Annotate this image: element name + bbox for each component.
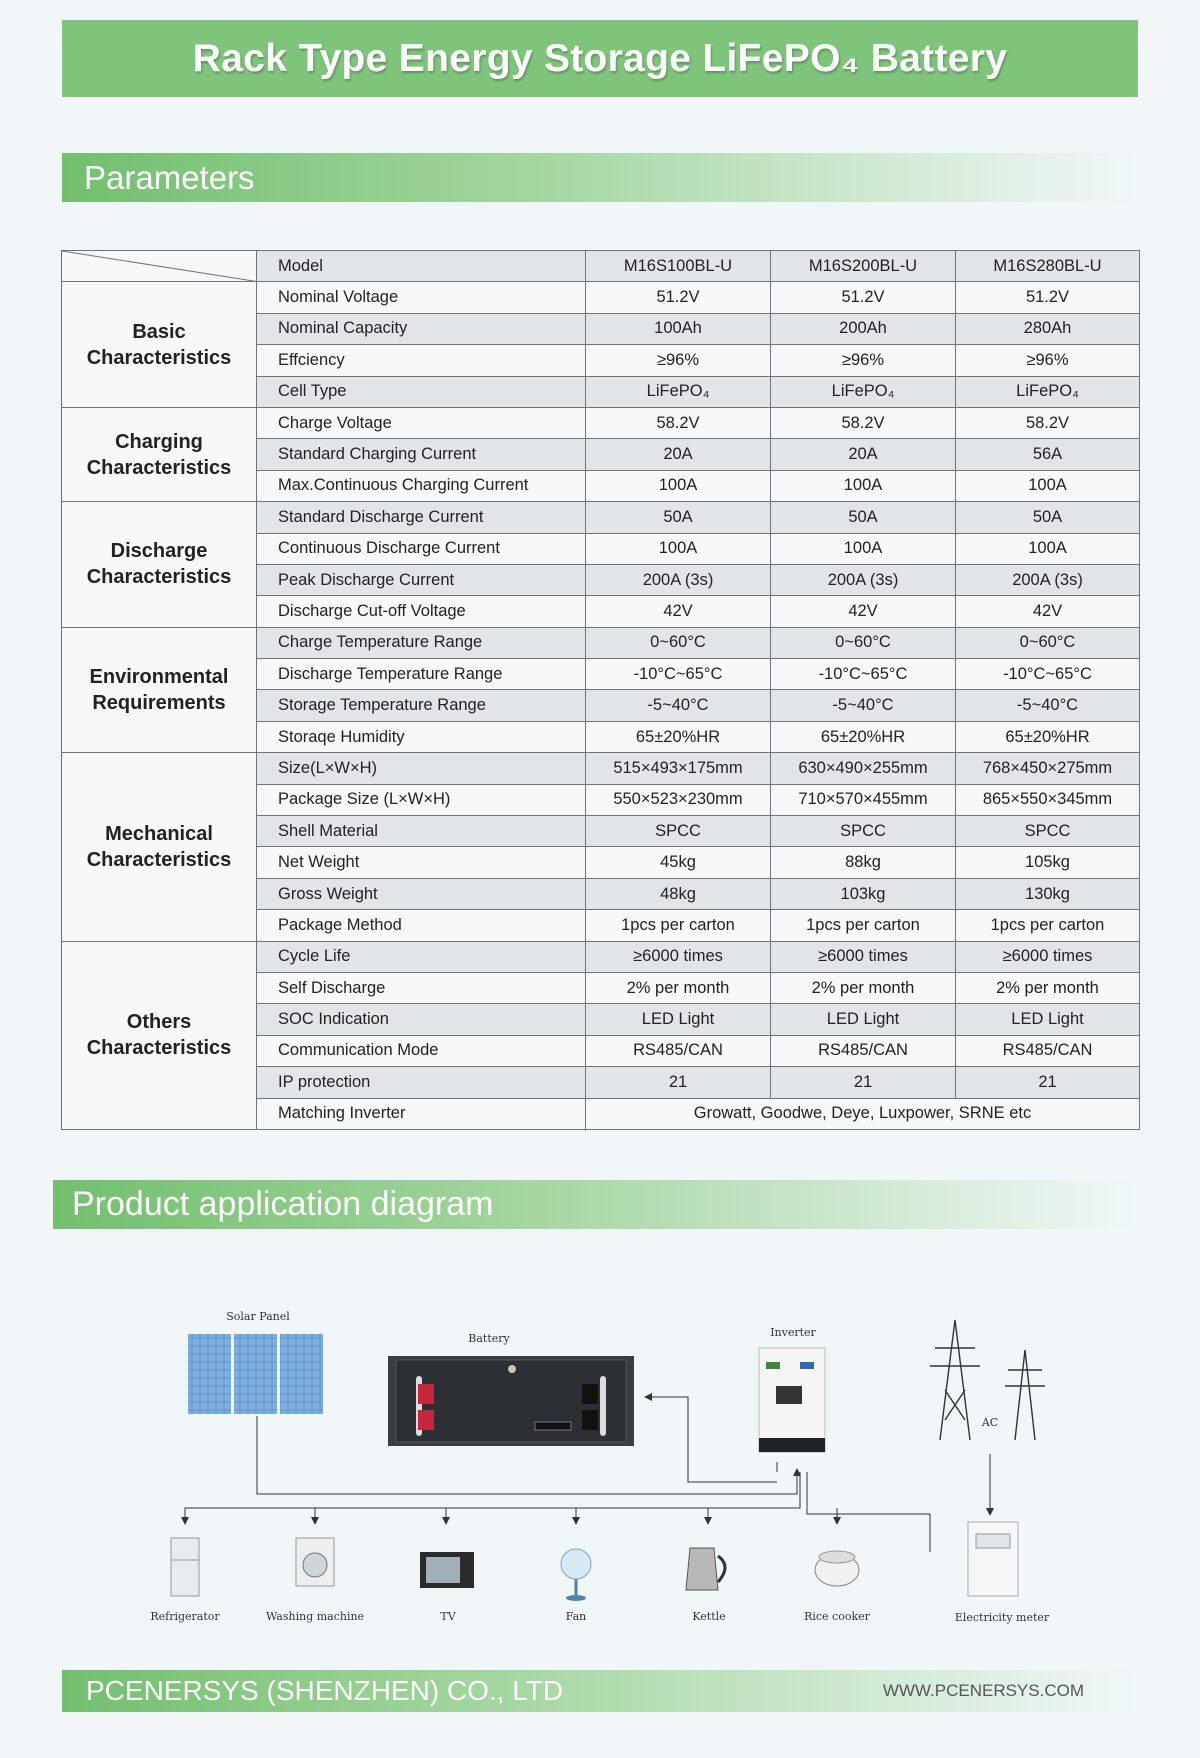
value-cell: 51.2V [586, 282, 771, 313]
value-cell: 100Ah [586, 313, 771, 344]
parameter-name: Nominal Voltage [257, 282, 586, 313]
value-cell: LiFePO₄ [956, 376, 1140, 407]
value-cell: 56A [956, 439, 1140, 470]
model-header-label: Model [257, 251, 586, 282]
parameter-name: Storage Temperature Range [257, 690, 586, 721]
value-cell: 0~60°C [956, 627, 1140, 658]
category-cell: Charging Characteristics [62, 407, 257, 501]
value-cell: 51.2V [771, 282, 956, 313]
value-cell: 100A [956, 470, 1140, 501]
value-cell: 21 [586, 1067, 771, 1098]
value-cell: 1pcs per carton [771, 910, 956, 941]
category-cell: Discharge Characteristics [62, 502, 257, 628]
value-cell: 2% per month [771, 972, 956, 1003]
value-cell: 100A [586, 470, 771, 501]
value-cell: 1pcs per carton [586, 910, 771, 941]
value-cell: ≥96% [586, 345, 771, 376]
table-header-row [62, 251, 1140, 282]
parameter-name: Package Method [257, 910, 586, 941]
parameter-name: Charge Temperature Range [257, 627, 586, 658]
parameter-name: Max.Continuous Charging Current [257, 470, 586, 501]
value-cell: 50A [956, 502, 1140, 533]
parameter-name: Gross Weight [257, 878, 586, 909]
value-cell: 100A [956, 533, 1140, 564]
value-cell: -5~40°C [771, 690, 956, 721]
parameter-name: Cell Type [257, 376, 586, 407]
value-cell: 42V [771, 596, 956, 627]
kettle-icon [686, 1548, 725, 1590]
value-cell: 50A [771, 502, 956, 533]
parameter-name: Discharge Cut-off Voltage [257, 596, 586, 627]
value-cell: 200A (3s) [956, 564, 1140, 595]
value-cell: 100A [771, 533, 956, 564]
parameter-name: Nominal Capacity [257, 313, 586, 344]
value-cell: 20A [586, 439, 771, 470]
application-diagram [0, 1290, 1200, 1650]
model-header-3: M16S280BL-U [956, 251, 1140, 282]
parameter-name: Standard Charging Current [257, 439, 586, 470]
value-cell: 768×450×275mm [956, 753, 1140, 784]
value-cell: SPCC [771, 816, 956, 847]
value-cell: 105kg [956, 847, 1140, 878]
table-row [62, 627, 1140, 658]
value-cell: 50A [586, 502, 771, 533]
value-cell: 21 [956, 1067, 1140, 1098]
parameter-name: Effciency [257, 345, 586, 376]
diagonal-line [62, 251, 256, 281]
category-cell: Environmental Requirements [62, 627, 257, 753]
value-cell: 130kg [956, 878, 1140, 909]
table-row [62, 502, 1140, 533]
value-cell: LiFePO₄ [771, 376, 956, 407]
value-cell: 710×570×455mm [771, 784, 956, 815]
fan-icon [561, 1549, 591, 1601]
value-cell: ≥6000 times [586, 941, 771, 972]
diagram-section-bar [53, 1180, 1138, 1229]
value-cell: 42V [586, 596, 771, 627]
spec-table [61, 250, 1140, 1130]
model-header-1: M16S100BL-U [586, 251, 771, 282]
tv-icon [420, 1552, 474, 1588]
parameter-name: Size(L×W×H) [257, 753, 586, 784]
appliance-label-rice-cooker: Rice cooker [804, 1610, 870, 1623]
washing-machine-icon [296, 1538, 334, 1586]
parameter-name: SOC Indication [257, 1004, 586, 1035]
diagram-heading: Product application diagram [72, 1185, 494, 1223]
value-cell: 65±20%HR [771, 721, 956, 752]
value-cell: ≥96% [771, 345, 956, 376]
value-cell: RS485/CAN [586, 1035, 771, 1066]
value-cell: 100A [771, 470, 956, 501]
appliance-label-washing-machine: Washing machine [265, 1610, 365, 1623]
parameters-section-bar [62, 153, 1138, 202]
category-cell: Others Characteristics [62, 941, 257, 1129]
inverter-label: Inverter [770, 1326, 816, 1339]
value-cell: 103kg [771, 878, 956, 909]
parameter-name: Storaqe Humidity [257, 721, 586, 752]
appliance-label-refrigerator: Refrigerator [150, 1610, 220, 1623]
value-cell: 2% per month [956, 972, 1140, 1003]
table-row [62, 282, 1140, 313]
value-cell: LED Light [586, 1004, 771, 1035]
value-cell: 88kg [771, 847, 956, 878]
value-cell: 1pcs per carton [956, 910, 1140, 941]
value-cell: 58.2V [956, 407, 1140, 438]
model-header-2: M16S200BL-U [771, 251, 956, 282]
value-cell: LED Light [771, 1004, 956, 1035]
title-banner [62, 20, 1138, 97]
value-cell: 58.2V [771, 407, 956, 438]
value-cell: 48kg [586, 878, 771, 909]
value-cell: 20A [771, 439, 956, 470]
value-cell: 65±20%HR [956, 721, 1140, 752]
category-cell: Mechanical Characteristics [62, 753, 257, 941]
parameters-heading: Parameters [84, 158, 255, 196]
electricity-meter-label: Electricity meter [954, 1611, 1050, 1624]
value-cell: -5~40°C [586, 690, 771, 721]
value-cell: 280Ah [956, 313, 1140, 344]
parameter-name: Charge Voltage [257, 407, 586, 438]
value-cell: 21 [771, 1067, 956, 1098]
category-cell: Basic Characteristics [62, 282, 257, 408]
parameter-name: Net Weight [257, 847, 586, 878]
table-row [62, 941, 1140, 972]
value-cell: 100A [586, 533, 771, 564]
appliance-label-fan: Fan [565, 1610, 587, 1623]
value-cell: RS485/CAN [771, 1035, 956, 1066]
value-cell: -10°C~65°C [586, 659, 771, 690]
parameter-name: Continuous Discharge Current [257, 533, 586, 564]
value-cell: -10°C~65°C [956, 659, 1140, 690]
value-cell: ≥6000 times [771, 941, 956, 972]
table-row [62, 753, 1140, 784]
parameter-name: Cycle Life [257, 941, 586, 972]
value-cell: 45kg [586, 847, 771, 878]
solar-panel-icon [188, 1334, 323, 1414]
rice-cooker-icon [815, 1551, 859, 1586]
solar-panel-label: Solar Panel [226, 1310, 290, 1323]
diagram-graphics [0, 1290, 1200, 1650]
inverter-icon [759, 1348, 825, 1452]
value-cell: ≥6000 times [956, 941, 1140, 972]
value-cell: LiFePO₄ [586, 376, 771, 407]
value-cell: 200A (3s) [771, 564, 956, 595]
ac-label: AC [981, 1416, 999, 1429]
value-cell: 200Ah [771, 313, 956, 344]
value-cell: 58.2V [586, 407, 771, 438]
parameter-name: IP protection [257, 1067, 586, 1098]
value-cell: 630×490×255mm [771, 753, 956, 784]
website-link[interactable]: WWW.PCENERSYS.COM [882, 1681, 1084, 1700]
value-cell: 0~60°C [771, 627, 956, 658]
value-cell: 865×550×345mm [956, 784, 1140, 815]
footer-bar [62, 1670, 1138, 1712]
refrigerator-icon [171, 1538, 199, 1596]
value-cell: 51.2V [956, 282, 1140, 313]
parameter-name: Package Size (L×W×H) [257, 784, 586, 815]
parameter-name: Standard Discharge Current [257, 502, 586, 533]
value-cell: 42V [956, 596, 1140, 627]
value-cell: SPCC [956, 816, 1140, 847]
battery-label: Battery [468, 1332, 510, 1345]
company-name: PCENERSYS (SHENZHEN) CO., LTD [86, 1675, 564, 1706]
value-cell: -10°C~65°C [771, 659, 956, 690]
parameter-name: Matching Inverter [257, 1098, 586, 1129]
value-cell: RS485/CAN [956, 1035, 1140, 1066]
parameter-name: Shell Material [257, 816, 586, 847]
value-cell: 200A (3s) [586, 564, 771, 595]
merged-value-cell: Growatt, Goodwe, Deye, Luxpower, SRNE etc [586, 1098, 1140, 1129]
value-cell: 65±20%HR [586, 721, 771, 752]
table-corner-cell [62, 251, 257, 282]
value-cell: -5~40°C [956, 690, 1140, 721]
value-cell: 0~60°C [586, 627, 771, 658]
parameter-name: Peak Discharge Current [257, 564, 586, 595]
appliance-label-kettle: Kettle [692, 1610, 726, 1623]
parameter-name: Discharge Temperature Range [257, 659, 586, 690]
value-cell: ≥96% [956, 345, 1140, 376]
value-cell: 2% per month [586, 972, 771, 1003]
parameter-name: Self Discharge [257, 972, 586, 1003]
electricity-meter-icon [968, 1522, 1018, 1596]
value-cell: LED Light [956, 1004, 1140, 1035]
value-cell: 515×493×175mm [586, 753, 771, 784]
table-row [62, 407, 1140, 438]
parameter-name: Communication Mode [257, 1035, 586, 1066]
battery-icon [388, 1356, 634, 1446]
value-cell: SPCC [586, 816, 771, 847]
appliance-label-tv: TV [440, 1610, 456, 1623]
value-cell: 550×523×230mm [586, 784, 771, 815]
page-title: Rack Type Energy Storage LiFePO₄ Battery [192, 36, 1008, 80]
